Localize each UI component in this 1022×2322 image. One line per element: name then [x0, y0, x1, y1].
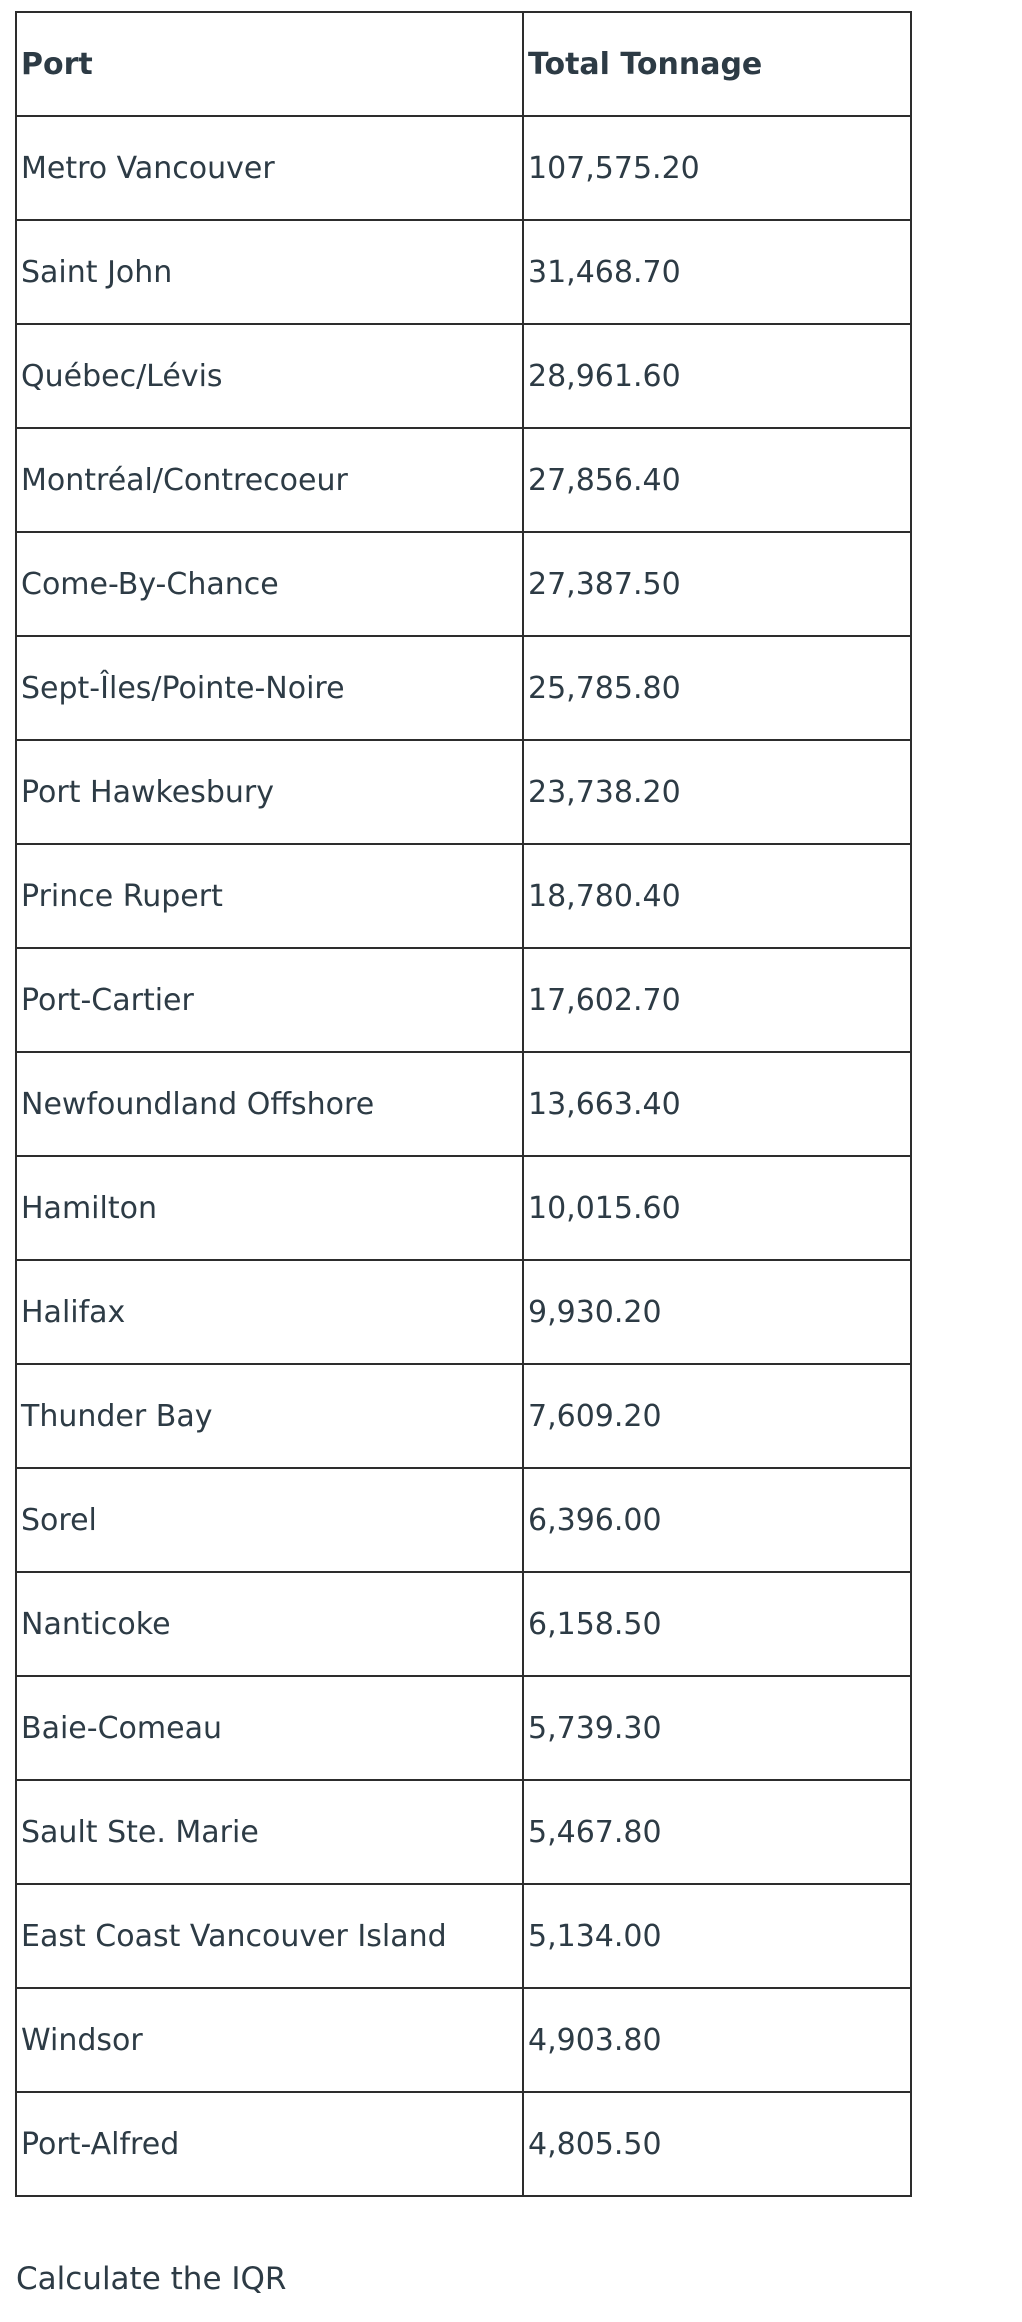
table-row [16, 1156, 911, 1260]
tonnage-cell: 23,738.20 [523, 740, 911, 844]
table-row [16, 1884, 911, 1988]
tonnage-cell: 5,739.30 [523, 1676, 911, 1780]
table-row [16, 532, 911, 636]
header-row [16, 12, 911, 116]
table-row [16, 1988, 911, 2092]
tonnage-cell: 18,780.40 [523, 844, 911, 948]
port-tonnage-table [15, 11, 912, 2197]
tonnage-cell: 10,015.60 [523, 1156, 911, 1260]
table-row [16, 116, 911, 220]
tonnage-cell: 17,602.70 [523, 948, 911, 1052]
port-cell: Baie-Comeau [16, 1676, 523, 1780]
tonnage-cell: 13,663.40 [523, 1052, 911, 1156]
table-row [16, 948, 911, 1052]
tonnage-cell: 31,468.70 [523, 220, 911, 324]
table-row [16, 1780, 911, 1884]
tonnage-cell: 27,387.50 [523, 532, 911, 636]
table-row [16, 740, 911, 844]
table-row [16, 1364, 911, 1468]
table-body [16, 116, 911, 2196]
tonnage-cell: 25,785.80 [523, 636, 911, 740]
port-cell: Québec/Lévis [16, 324, 523, 428]
port-cell: East Coast Vancouver Island [16, 1884, 523, 1988]
table-row [16, 636, 911, 740]
port-cell: Newfoundland Offshore [16, 1052, 523, 1156]
tonnage-cell: 4,903.80 [523, 1988, 911, 2092]
port-cell: Hamilton [16, 1156, 523, 1260]
tonnage-cell: 6,396.00 [523, 1468, 911, 1572]
table-row [16, 324, 911, 428]
port-cell: Come-By-Chance [16, 532, 523, 636]
tonnage-cell: 6,158.50 [523, 1572, 911, 1676]
table-row [16, 844, 911, 948]
tonnage-cell: 9,930.20 [523, 1260, 911, 1364]
tonnage-cell: 28,961.60 [523, 324, 911, 428]
table-header [16, 12, 911, 116]
port-cell: Thunder Bay [16, 1364, 523, 1468]
tonnage-cell: 5,467.80 [523, 1780, 911, 1884]
tonnage-cell: 7,609.20 [523, 1364, 911, 1468]
port-cell: Halifax [16, 1260, 523, 1364]
port-cell: Port-Alfred [16, 2092, 523, 2196]
port-cell: Port Hawkesbury [16, 740, 523, 844]
port-cell: Sault Ste. Marie [16, 1780, 523, 1884]
port-cell: Prince Rupert [16, 844, 523, 948]
port-cell: Sorel [16, 1468, 523, 1572]
table-row [16, 2092, 911, 2196]
port-cell: Sept-Îles/Pointe-Noire [16, 636, 523, 740]
port-cell: Metro Vancouver [16, 116, 523, 220]
table-row [16, 220, 911, 324]
table-row [16, 1676, 911, 1780]
port-cell: Nanticoke [16, 1572, 523, 1676]
column-header-total-tonnage: Total Tonnage [523, 12, 911, 116]
column-header-port: Port [16, 12, 523, 116]
table-row [16, 428, 911, 532]
table-row [16, 1468, 911, 1572]
tonnage-cell: 5,134.00 [523, 1884, 911, 1988]
table-row [16, 1572, 911, 1676]
tonnage-cell: 4,805.50 [523, 2092, 911, 2196]
question-text: Calculate the IQR [16, 2261, 287, 2297]
port-cell: Saint John [16, 220, 523, 324]
table-row [16, 1260, 911, 1364]
table-row [16, 1052, 911, 1156]
port-cell: Port-Cartier [16, 948, 523, 1052]
port-cell: Windsor [16, 1988, 523, 2092]
tonnage-cell: 27,856.40 [523, 428, 911, 532]
port-cell: Montréal/Contrecoeur [16, 428, 523, 532]
tonnage-cell: 107,575.20 [523, 116, 911, 220]
